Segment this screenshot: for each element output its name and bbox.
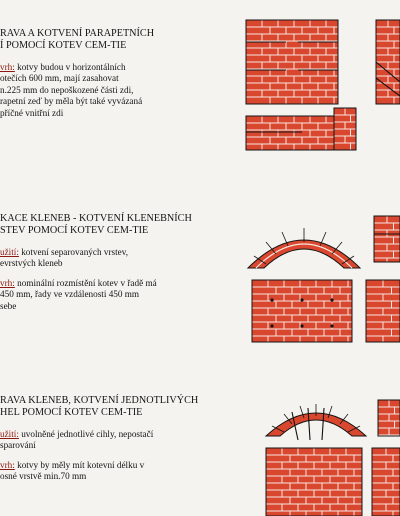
wall-side-section [374, 216, 400, 262]
vault-plan-view [266, 448, 362, 516]
vault-layers-drawing [244, 204, 400, 344]
design-paragraph: vrh: kotvy budou v horizontálních otečích 600 mm, mají zasahovat n.225 mm do nepoškozené části zdi, rapetní zeď by měla být také vyvázaná příčné vnitřní zdi [0, 62, 143, 118]
wall-side-section [378, 400, 400, 436]
parapet-wall-figure [242, 12, 400, 152]
usage-paragraph: užití: kotvení separovaných vrstev, evrstvých kleneb [0, 247, 129, 269]
paragraph-label: vrh: [0, 62, 15, 72]
wall-corner-section [334, 108, 356, 150]
design-paragraph: vrh: nominální rozmístění kotev v řadě má 450 mm, řady ve vzdálenosti 450 mm sebe [0, 277, 157, 311]
vault-plan-right [366, 280, 400, 342]
parapet-wall-drawing [242, 12, 400, 152]
anchor-line [308, 408, 310, 440]
paragraph-label: užití: [0, 247, 19, 257]
brick-wall-lower [246, 116, 334, 150]
brick-wall-elevation [246, 20, 338, 104]
vault-arch [266, 404, 366, 440]
section-title: RAVA A KOTVENÍ PARAPETNÍCH Í POMOCÍ KOTEV CEM-TIE [0, 28, 155, 51]
vault-bricks-drawing [262, 392, 400, 516]
vault-bricks-figure [262, 392, 400, 516]
section-vault-bricks [0, 395, 232, 483]
vault-plan-view [252, 280, 352, 342]
paragraph-label: vrh: [0, 277, 15, 288]
anchor-line [322, 408, 324, 440]
section-vault-layers [0, 213, 232, 312]
section-title: KACE KLENEB - KOTVENÍ KLENEBNÍCH STEV POMOCÍ KOTEV CEM-TIE [0, 213, 192, 236]
vault-plan-right [372, 448, 400, 516]
vault-arch [248, 228, 360, 268]
design-paragraph: vrh: kotvy by měly mít kotevní délku v osné vrstvě min.70 mm [0, 459, 145, 482]
vault-layers-figure [244, 204, 400, 344]
paragraph-label: vrh: [0, 459, 15, 470]
usage-paragraph: užití: uvolněné jednotlivé cihly, nepostačí sparování [0, 429, 154, 451]
paragraph-label: užití: [0, 429, 19, 439]
section-title: RAVA KLENEB, KOTVENÍ JEDNOTLIVÝCH HEL POMOCÍ KOTEV CEM-TIE [0, 395, 199, 418]
wall-side-section [376, 20, 400, 104]
section-parapet-walls [0, 28, 232, 119]
